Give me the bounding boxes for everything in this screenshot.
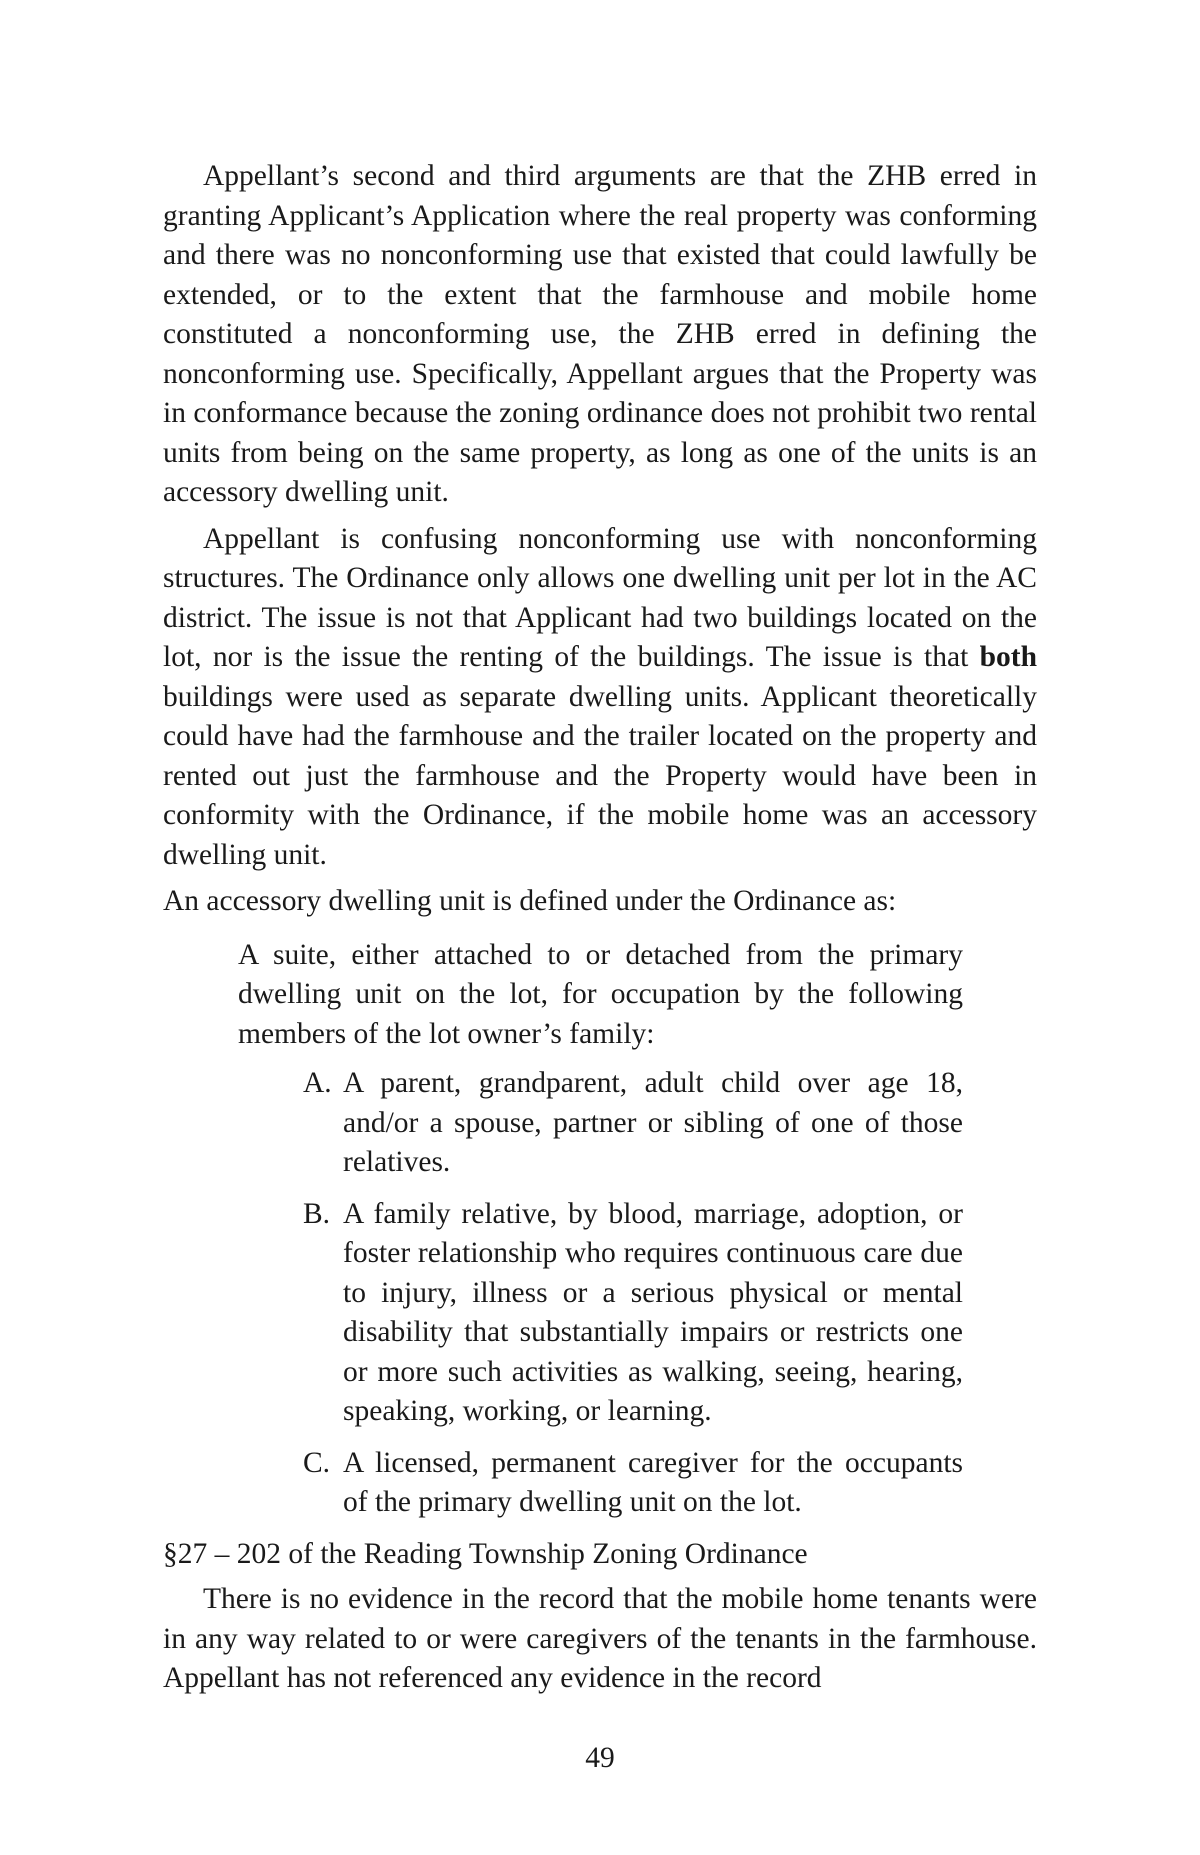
page-number: 49 <box>585 1742 615 1774</box>
paragraph-2-text-b: buildings were used as separate dwelling units. Applicant theoretically could have had the farmhouse and the trailer located on the property and rented out just the farmhouse and the Property would have been in conformity with the Ordinance, if the mobile home was an accessory dwelling unit. <box>163 680 1037 871</box>
citation: §27 – 202 of the Reading Township Zoning Ordinance <box>163 1537 808 1570</box>
paragraph-3: An accessory dwelling unit is defined under the Ordinance as: <box>163 885 897 917</box>
page-body <box>163 157 1037 1706</box>
paragraph-1: Appellant’s second and third arguments are that the ZHB erred in granting Applicant’s Application where the real property was conforming and there was no nonconforming use that existed that could lawfully be extended, or to the extent that the farmhouse and mobile home constituted a nonconforming use, the ZHB erred in defining the nonconforming use. Specifically, Appellant argues that the Property was in conformance because the zoning ordinance does not prohibit two rental units from being on the same property, as long as one of the units is an accessory dwelling unit. <box>163 160 1037 508</box>
item-label: A. <box>303 1067 332 1099</box>
paragraph-2 <box>163 520 1037 876</box>
item-text: A family relative, by blood, marriage, adoption, or foster relationship who requires continuous care due to injury, illness or a serious physical or mental disability that substantially impairs or restricts one or more such activities as walking, seeing, hearing, speaking, working, or learning. <box>343 1197 963 1427</box>
quote-intro: A suite, either attached to or detached from the primary dwelling unit on the lot, for occupation by the following members of the lot owner’s family: <box>238 938 963 1050</box>
item-text: A parent, grandparent, adult child over age 18, and/or a spouse, partner or sibling of one of those relatives. <box>343 1067 963 1178</box>
quote-item-c <box>303 1444 963 1523</box>
item-label: B. <box>303 1197 331 1230</box>
quote-item-b <box>303 1195 963 1432</box>
emphasis-both: both <box>979 641 1037 673</box>
quote-item-a <box>303 1064 963 1183</box>
paragraph-2-text-a: Appellant is confusing nonconforming use with nonconforming structures. The Ordinance only allows one dwelling unit per lot in the AC district. The issue is not that Applicant had two buildings located on the lot, nor is the issue the renting of the buildings. The issue is that <box>163 522 1037 673</box>
item-text: A licensed, permanent caregiver for the occupants of the primary dwelling unit on the lot. <box>343 1446 963 1518</box>
item-label: C. <box>303 1446 331 1479</box>
paragraph-4: There is no evidence in the record that the mobile home tenants were in any way related to or were caregivers of the tenants in the farmhouse. Appellant has not referenced any evidence in the record <box>163 1583 1037 1694</box>
